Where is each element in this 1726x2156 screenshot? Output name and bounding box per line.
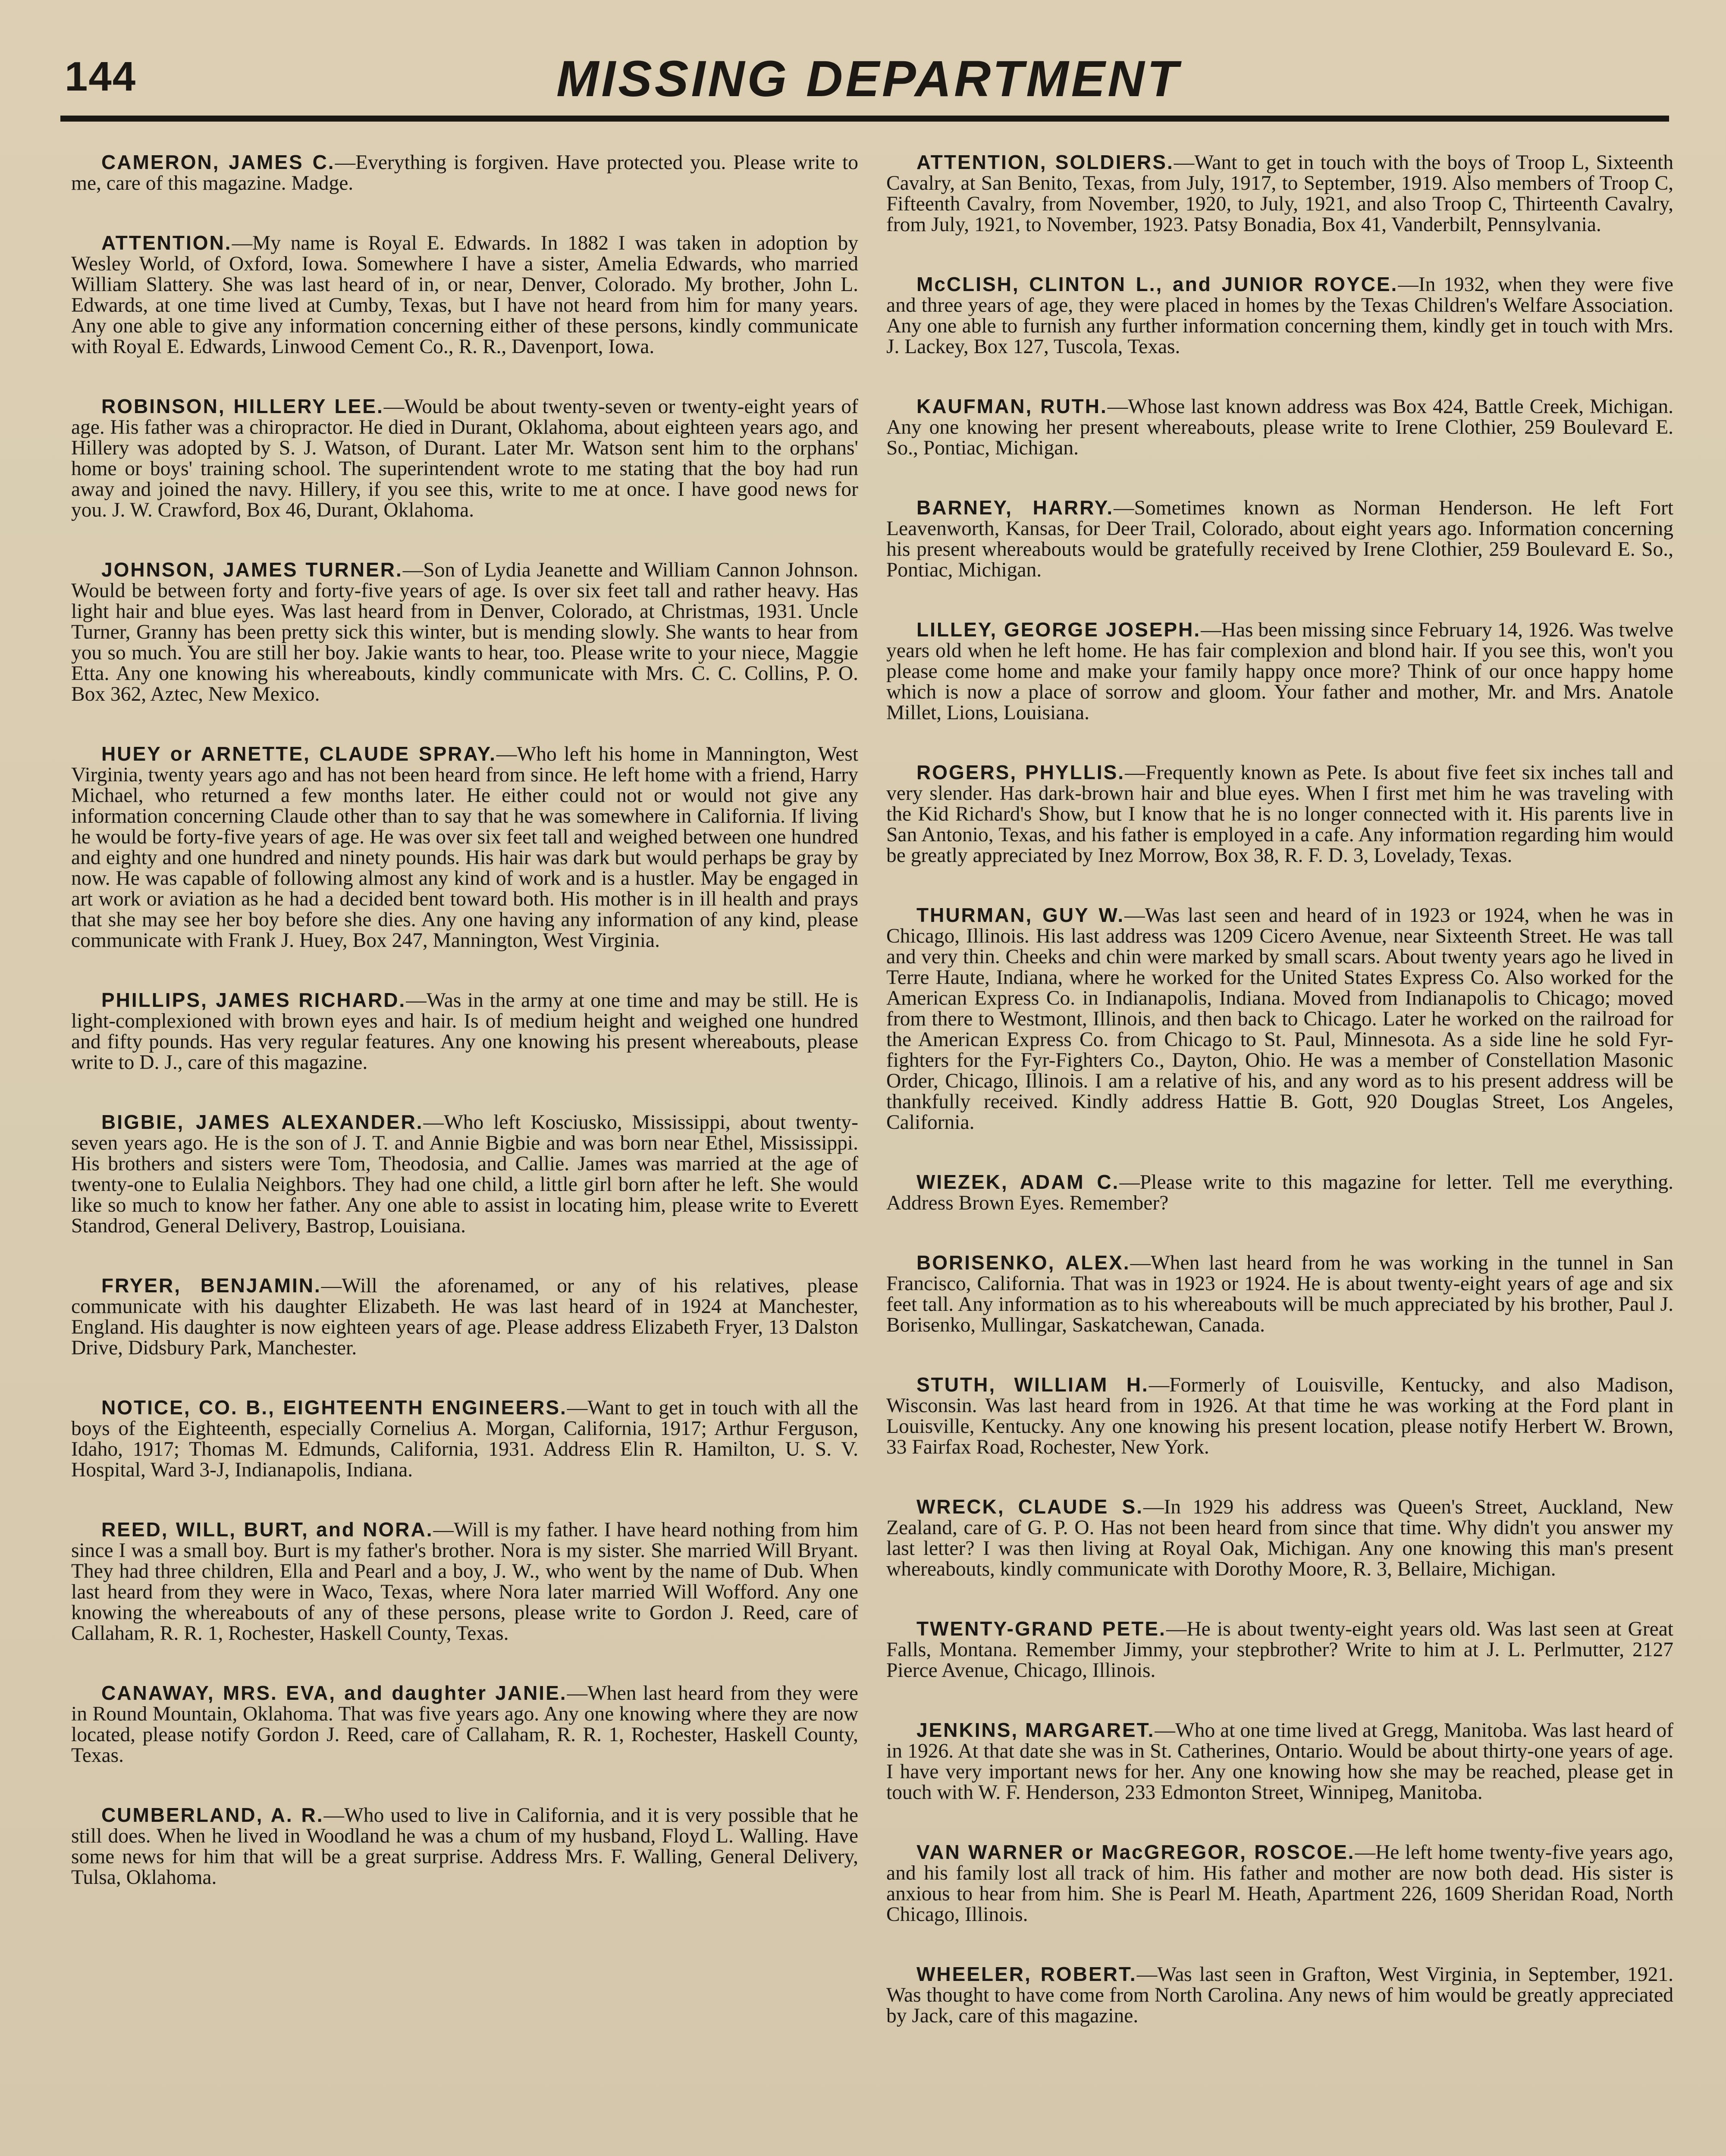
- notice-name: McCLISH, CLINTON L., and JUNIOR ROYCE.: [916, 273, 1398, 295]
- notice-entry: [886, 274, 1673, 357]
- notice-name: HUEY or ARNETTE, CLAUDE SPRAY.: [101, 743, 496, 765]
- notice-name: ROGERS, PHYLLIS.: [916, 761, 1125, 783]
- notice-entry: [71, 1519, 858, 1644]
- notice-name: CAMERON, JAMES C.: [101, 152, 335, 173]
- notice-entry: [71, 396, 858, 520]
- notice-name: JENKINS, MARGARET.: [916, 1719, 1155, 1741]
- notice-text: —In 1932, when they were five and three years of age, they were placed in homes by the Texas Children's Welfare Association. Any one able to furnish any further information concerning them, kindly get in touch with Mrs. J. Lackey, Box 127, Tuscola, Texas.: [886, 273, 1673, 358]
- notice-name: KAUFMAN, RUTH.: [916, 395, 1108, 417]
- notice-text: —Would be about twenty-seven or twenty-eight years of age. His father was a chiropractor. He died in Durant, Oklahoma, about eighteen years ago, and Hillery was adopted by S. J. Watson, of Durant. Later Mr. Watson sent him to the orphans' home or boys' training school. The superintendent wrote to me stating that the boy had run away and joined the navy. Hillery, if you see this, write to me at once. I have good news for you. J. W. Crawford, Box 46, Durant, Oklahoma.: [71, 395, 858, 521]
- notice-text: —Son of Lydia Jeanette and William Cannon Johnson. Would be between forty and forty-five years of age. Is over six feet tall and rather heavy. Has light hair and blue eyes. Was last heard from in Denver, Colorado, at Christmas, 1931. Uncle Turner, Granny has been pretty sick this winter, but is mending slowly. She wants to hear from you so much. You are still her boy. Jakie wants to hear, too. Please write to your niece, Maggie Etta. Any one knowing his whereabouts, kindly communicate with Mrs. C. C. Collins, P. O. Box 362, Aztec, New Mexico.: [71, 559, 858, 705]
- notice-text: —Formerly of Louisville, Kentucky, and also Madison, Wisconsin. Was last heard from in 1926. At that time he was working at the Ford plant in Louisville, Kentucky. Any one knowing his present location, please notify Herbert W. Brown, 33 Fairfax Road, Rochester, New York.: [886, 1374, 1673, 1458]
- notice-text: —When last heard from he was working in the tunnel in San Francisco, California. That was in 1923 or 1924. He is about twenty-eight years of age and six feet tall. Any information as to his whereabouts will be much appreciated by his brother, Paul J. Borisenko, Mullingar, Saskatchewan, Canada.: [886, 1252, 1673, 1336]
- notice-text: —Was last seen in Grafton, West Virginia, in September, 1921. Was thought to have come from North Carolina. Any news of him would be greatly appreciated by Jack, care of this magazine.: [886, 1963, 1673, 2027]
- notice-entry: [71, 743, 858, 951]
- notice-text: —Everything is forgiven. Have protected you. Please write to me, care of this magazine. Madge.: [71, 152, 858, 194]
- notice-name: BIGBIE, JAMES ALEXANDER.: [101, 1111, 424, 1133]
- notice-entry: [71, 990, 858, 1073]
- notice-text: —In 1929 his address was Queen's Street, Auckland, New Zealand, care of G. P. O. Has not been heard from since that time. Why didn't you answer my last letter? I was then living at Royal Oak, Michigan. Any one knowing this man's present whereabouts, kindly communicate with Dorothy Moore, R. 3, Bellaire, Michigan.: [886, 1496, 1673, 1580]
- notice-entry: [886, 152, 1673, 235]
- left-column: [71, 152, 858, 2156]
- notice-entry: [71, 1683, 858, 1766]
- notice-entry: [886, 762, 1673, 866]
- notice-name: TWENTY-GRAND PETE.: [916, 1617, 1166, 1640]
- notice-entry: [71, 232, 858, 357]
- notice-name: BARNEY, HARRY.: [916, 496, 1114, 519]
- page-header: [60, 45, 1673, 114]
- notice-name: VAN WARNER or MacGREGOR, ROSCOE.: [916, 1841, 1355, 1863]
- notice-text: —Please write to this magazine for letter. Tell me everything. Address Brown Eyes. Remember?: [886, 1171, 1673, 1214]
- notice-text: —Who used to live in California, and it is very possible that he still does. When he lived in Woodland he was a chum of my husband, Floyd L. Walling. Have some news for him that will be a great surprise. Address Mrs. F. Walling, General Delivery, Tulsa, Oklahoma.: [71, 1804, 858, 1889]
- notice-text: —Was in the army at one time and may be still. He is light-complexioned with brown eyes and hair. Is of medium height and weighed one hundred and fifty pounds. Has very regular features. Any one knowing his present whereabouts, please write to D. J., care of this magazine.: [71, 989, 858, 1074]
- notice-text: —Will the aforenamed, or any of his relatives, please communicate with his daughter Elizabeth. He was last heard of in 1924 at Manchester, England. His daughter is now eighteen years of age. Please address Elizabeth Fryer, 13 Dalston Drive, Didsbury Park, Manchester.: [71, 1275, 858, 1359]
- notice-text: —When last heard from they were in Round Mountain, Oklahoma. That was five years ago. Any one knowing where they are now located, please notify Gordon J. Reed, care of Callaham, R. R. 1, Rochester, Haskell County, Texas.: [71, 1682, 858, 1767]
- notice-text: —Who left Kosciusko, Mississippi, about twenty-seven years ago. He is the son of J. T. and Annie Bigbie and was born near Ethel, Mississippi. His brothers and sisters were Tom, Theodosia, and Callie. James was married at the age of twenty-one to Eulalia Neighbors. They had one child, a little girl born after he left. She would like so much to know her father. Any one able to assist in locating him, please write to Everett Standrod, General Delivery, Bastrop, Louisiana.: [71, 1111, 858, 1237]
- notice-name: WRECK, CLAUDE S.: [916, 1495, 1143, 1518]
- notice-entry: [886, 619, 1673, 723]
- right-column: [886, 152, 1673, 2156]
- notice-entry: [886, 1842, 1673, 1925]
- header-rule: [60, 116, 1669, 122]
- notice-name: CANAWAY, MRS. EVA, and daughter JANIE.: [101, 1682, 567, 1704]
- notice-name: JOHNSON, JAMES TURNER.: [101, 558, 403, 581]
- notice-text: —Who at one time lived at Gregg, Manitoba. Was last heard of in 1926. At that date she was in St. Catherines, Ontario. Would be about thirty-one years of age. I have very important news for her. Any one knowing how she may be reached, please get in touch with W. F. Henderson, 233 Edmonton Street, Winnipeg, Manitoba.: [886, 1719, 1673, 1804]
- notice-name: REED, WILL, BURT, and NORA.: [101, 1518, 433, 1541]
- notice-name: ATTENTION, SOLDIERS.: [916, 152, 1174, 173]
- notice-text: —My name is Royal E. Edwards. In 1882 I was taken in adoption by Wesley World, of Oxford, Iowa. Somewhere I have a sister, Amelia Edwards, who married William Slattery. She was last heard of in, or near, Denver, Colorado. My brother, John L. Edwards, at one time lived at Cumby, Texas, but I have not heard from him for many years. Any one able to give any information concerning either of these persons, kindly communicate with Royal E. Edwards, Linwood Cement Co., R. R., Davenport, Iowa.: [71, 232, 858, 358]
- notice-name: ROBINSON, HILLERY LEE.: [101, 395, 384, 417]
- notice-entry: [886, 1496, 1673, 1579]
- notice-text: —Frequently known as Pete. Is about five feet six inches tall and very slender. Has dark-brown hair and blue eyes. When I first met him he was traveling with the Kid Richard's Show, but I know that he is no longer connected with it. His parents live in San Antonio, Texas, and his father is employed in a cafe. Any information regarding him would be greatly appreciated by Inez Morrow, Box 38, R. F. D. 3, Lovelady, Texas.: [886, 761, 1673, 867]
- notice-text: —Who left his home in Mannington, West Virginia, twenty years ago and has not been heard from since. He left home with a friend, Harry Michael, who returned a few months later. He either could not or would not give any information concerning Claude other than to say that he was somewhere in California. If living he would be forty-five years of age. He was over six feet tall and weighed between one hundred and eighty and one hundred and ninety pounds. His hair was dark but would perhaps be gray by now. He was capable of following almost any kind of work and is a hustler. May be engaged in art work or aviation as he had a decided bent toward both. His mother is in ill health and prays that she may see her boy before she dies. Any one having any information of any kind, please communicate with Frank J. Huey, Box 247, Mannington, West Virginia.: [71, 743, 858, 952]
- notice-entry: [886, 1964, 1673, 2026]
- notice-name: BORISENKO, ALEX.: [916, 1251, 1130, 1274]
- notice-entry: [886, 1252, 1673, 1335]
- notice-name: NOTICE, CO. B., EIGHTEENTH ENGINEERS.: [101, 1396, 567, 1419]
- page-number: 144: [65, 53, 137, 100]
- notice-entry: [71, 1275, 858, 1358]
- notice-name: CUMBERLAND, A. R.: [101, 1804, 324, 1826]
- notice-name: PHILLIPS, JAMES RICHARD.: [101, 989, 406, 1011]
- notice-entry: [886, 1720, 1673, 1803]
- notice-name: ATTENTION.: [101, 232, 232, 254]
- notice-entry: [71, 559, 858, 705]
- notice-text: —Has been missing since February 14, 1926. Was twelve years old when he left home. He has fair complexion and blond hair. If you see this, won't you please come home and make your family happy once more? Think of our once happy home which is now a place of sorrow and gloom. Your father and mother, Mr. and Mrs. Anatole Millet, Lions, Louisiana.: [886, 619, 1673, 724]
- notice-text: —He is about twenty-eight years old. Was last seen at Great Falls, Montana. Remember Jimmy, your stepbrother? Write to him at J. L. Perlmutter, 2127 Pierce Avenue, Chicago, Illinois.: [886, 1618, 1673, 1682]
- notice-text: —Want to get in touch with the boys of Troop L, Sixteenth Cavalry, at San Benito, Texas, from July, 1917, to September, 1919. Also members of Troop C, Fifteenth Cavalry, from November, 1920, to July, 1921, and also Troop C, Thirteenth Cavalry, from July, 1921, to November, 1923. Patsy Bonadia, Box 41, Vanderbilt, Pennsylvania.: [886, 152, 1673, 236]
- notice-entry: [886, 1172, 1673, 1213]
- notice-text: —Sometimes known as Norman Henderson. He left Fort Leavenworth, Kansas, for Deer Trail, Colorado, about eight years ago. Information concerning his present whereabouts would be gratefully received by Irene Clothier, 259 Boulevard E. So., Pontiac, Michigan.: [886, 497, 1673, 581]
- notice-entry: [886, 396, 1673, 458]
- notice-entry: [71, 1112, 858, 1236]
- notice-name: WHEELER, ROBERT.: [916, 1963, 1137, 1985]
- page-title: MISSING DEPARTMENT: [556, 50, 1181, 107]
- notice-text: —Was last seen and heard of in 1923 or 1924, when he was in Chicago, Illinois. His last address was 1209 Cicero Avenue, near Sixteenth Street. He was tall and very thin. Cheeks and chin were marked by small scars. About twenty years ago he lived in Terre Haute, Indiana, where he worked for the United States Express Co. Also worked for the American Express Co. in Indianapolis, Indiana. Moved from Indianapolis to Chicago; moved from there to Westmont, Illinois, and then back to Chicago. Later he worked on the railroad for the American Express Co. from Chicago to St. Paul, Minnesota. As a side line he sold Fyr-fighters for the Fyr-Fighters Co., Dayton, Ohio. He was a member of Constellation Masonic Order, Chicago, Illinois. I am a relative of his, and any word as to his present address will be thankfully received. Kindly address Hattie B. Gott, 920 Douglas Street, Los Angeles, California.: [886, 904, 1673, 1134]
- notice-entry: [71, 1805, 858, 1888]
- notice-entry: [71, 1397, 858, 1480]
- notice-name: WIEZEK, ADAM C.: [916, 1171, 1120, 1193]
- notice-text: —Want to get in touch with all the boys of the Eighteenth, especially Cornelius A. Morgan, California, 1917; Arthur Ferguson, Idaho, 1917; Thomas M. Edmunds, California, 1931. Address Elin R. Hamilton, U. S. V. Hospital, Ward 3-J, Indianapolis, Indiana.: [71, 1397, 858, 1481]
- notice-name: STUTH, WILLIAM H.: [916, 1373, 1149, 1396]
- notice-entry: [71, 152, 858, 194]
- notice-entry: [886, 497, 1673, 580]
- notice-text: —Whose last known address was Box 424, Battle Creek, Michigan. Any one knowing her present whereabouts, please write to Irene Clothier, 259 Boulevard E. So., Pontiac, Michigan.: [886, 395, 1673, 459]
- notice-text: —He left home twenty-five years ago, and his family lost all track of him. His father and mother are now both dead. His sister is anxious to hear from him. She is Pearl M. Heath, Apartment 226, 1609 Sheridan Road, North Chicago, Illinois.: [886, 1841, 1673, 1926]
- notice-entry: [886, 1374, 1673, 1457]
- notice-name: THURMAN, GUY W.: [916, 904, 1125, 926]
- notice-entry: [886, 905, 1673, 1133]
- notice-name: LILLEY, GEORGE JOSEPH.: [916, 618, 1201, 641]
- notice-name: FRYER, BENJAMIN.: [101, 1274, 321, 1297]
- notice-text: —Will is my father. I have heard nothing from him since I was a small boy. Burt is my father's brother. Nora is my sister. She married Will Bryant. They had three children, Ella and Pearl and a boy, J. W., who went by the name of Dub. When last heard from they were in Waco, Texas, where Nora later married Will Wofford. Any one knowing the whereabouts of any of these persons, please write to Gordon J. Reed, care of Callaham, R. R. 1, Rochester, Haskell County, Texas.: [71, 1519, 858, 1645]
- notice-entry: [886, 1618, 1673, 1681]
